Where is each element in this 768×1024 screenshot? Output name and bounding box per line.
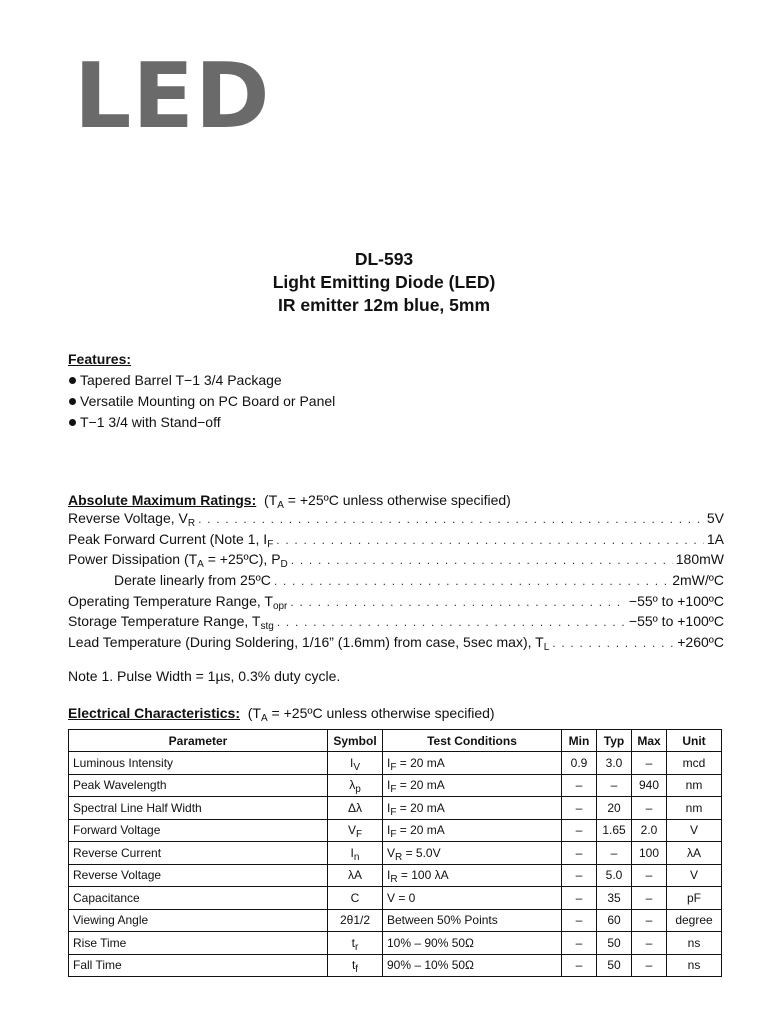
feature-item: T−1 3/4 with Stand−off: [68, 412, 335, 433]
rating-label-text: Lead Temperature (During Soldering, 1/16” (1.6mm) from case, 5sec max), T: [68, 634, 544, 651]
symbol-cell: [328, 887, 383, 910]
rating-label-sub: stg: [260, 621, 274, 633]
table-row: [69, 932, 722, 955]
test-conditions-cell: [383, 932, 562, 955]
parameter-cell: Peak Wavelength: [69, 774, 328, 797]
column-header: Symbol: [328, 730, 383, 752]
max-cell: –: [632, 932, 667, 955]
table-row: [69, 864, 722, 887]
unit-cell: degree: [667, 909, 722, 932]
parameter-cell: Capacitance: [69, 887, 328, 910]
condition-text: = 20 mA: [396, 800, 445, 815]
min-cell: –: [562, 774, 597, 797]
bullet-icon: [69, 398, 76, 405]
dot-leader: [274, 574, 669, 588]
typ-cell: 35: [597, 887, 632, 910]
rating-label: [68, 634, 550, 654]
max-cell: –: [632, 909, 667, 932]
rating-label-sub: D: [280, 559, 288, 571]
table-body: [69, 752, 722, 977]
rating-row: [68, 572, 724, 593]
condition-text: I: [387, 755, 391, 770]
rating-label-text: = +25ºC), P: [203, 551, 281, 568]
column-header: Unit: [667, 730, 722, 752]
min-cell: 0.9: [562, 752, 597, 775]
condition-text: = 20 mA: [396, 823, 445, 838]
symbol-sub: n: [353, 851, 360, 863]
symbol-text: C: [350, 890, 360, 905]
parameter-cell: Reverse Current: [69, 842, 328, 865]
rating-row: [68, 613, 724, 634]
rating-label: [68, 510, 196, 529]
min-cell: –: [562, 842, 597, 865]
column-header: Typ: [597, 730, 632, 752]
test-conditions-cell: [383, 797, 562, 820]
table-row: [69, 752, 722, 775]
test-conditions-cell: [383, 819, 562, 842]
product-name: Light Emitting Diode (LED): [272, 272, 496, 292]
unit-cell: ns: [667, 932, 722, 955]
product-description: IR emitter 12m blue, 5mm: [277, 295, 491, 315]
dot-leader: [198, 512, 704, 526]
symbol-cell: [328, 954, 383, 977]
condition-text: = 20 mA: [396, 778, 445, 793]
rating-label: [68, 592, 288, 612]
unit-cell: λA: [667, 842, 722, 865]
rating-value: 1A: [706, 530, 724, 547]
rating-label-text: Storage Temperature Range, T: [68, 613, 261, 630]
parameter-cell: Fall Time: [69, 954, 328, 977]
feature-item: Versatile Mounting on PC Board or Panel: [68, 391, 335, 412]
condition-sub: F: [390, 829, 397, 841]
title-block: [0, 248, 768, 317]
typ-cell: 3.0: [597, 752, 632, 775]
max-cell: 2.0: [632, 819, 667, 842]
parameter-cell: Forward Voltage: [69, 819, 328, 842]
bullet-icon: [69, 419, 76, 426]
symbol-text: t: [351, 958, 356, 973]
table-row: [69, 909, 722, 932]
rating-value: 180mW: [675, 551, 724, 568]
max-cell: –: [632, 752, 667, 775]
symbol-cell: [328, 932, 383, 955]
max-cell: –: [632, 954, 667, 977]
rating-label: [68, 572, 271, 588]
max-cell: –: [632, 864, 667, 887]
test-conditions-cell: [383, 887, 562, 910]
symbol-text: I: [349, 755, 354, 770]
min-cell: –: [562, 932, 597, 955]
table-row: [69, 797, 722, 820]
unit-cell: nm: [667, 797, 722, 820]
typ-cell: 1.65: [597, 819, 632, 842]
condition-sub: F: [390, 761, 397, 773]
rating-value: +260ºC: [677, 634, 724, 651]
rating-row: [68, 634, 724, 655]
typ-cell: 50: [597, 932, 632, 955]
symbol-text: I: [350, 845, 354, 860]
symbol-sub: F: [355, 829, 363, 841]
rating-row: [68, 510, 724, 531]
rating-label-sub: F: [267, 538, 274, 550]
ec-title: Electrical Characteristics: ($T_A$ = +25ºC unless otherwise specified): [68, 705, 495, 724]
condition-text: = 20 mA: [396, 755, 445, 770]
part-number: DL-593: [354, 249, 414, 269]
symbol-cell: [328, 864, 383, 887]
rating-label-text: Operating Temperature Range, T: [68, 592, 273, 609]
rating-label: [68, 551, 288, 571]
symbol-text: V: [347, 823, 356, 838]
typ-cell: 5.0: [597, 864, 632, 887]
rating-label-sub: R: [187, 518, 196, 529]
dot-leader: [290, 595, 626, 609]
symbol-cell: [328, 909, 383, 932]
symbol-text: t: [351, 935, 355, 950]
rating-label-text: Power Dissipation (T: [68, 551, 198, 568]
features-section: [68, 350, 335, 433]
dot-leader: [291, 553, 673, 567]
unit-cell: pF: [667, 887, 722, 910]
symbol-text: 2θ1/2: [339, 913, 371, 928]
rating-label-sub: L: [543, 642, 550, 654]
typ-cell: –: [597, 774, 632, 797]
condition-text: = 5.0V: [402, 845, 441, 860]
condition-text: I: [387, 868, 391, 883]
bullet-icon: [69, 377, 76, 384]
amr-title: Absolute Maximum Ratings: ($T_A$ = +25ºC unless otherwise specified): [68, 492, 511, 511]
min-cell: –: [562, 819, 597, 842]
led-logo: LED: [74, 44, 271, 149]
max-cell: 940: [632, 774, 667, 797]
rating-value: −55º to +100ºC: [628, 613, 724, 630]
rating-value: −55º to +100ºC: [628, 592, 724, 609]
symbol-cell: [328, 774, 383, 797]
symbol-text: λ: [349, 778, 356, 793]
min-cell: –: [562, 954, 597, 977]
parameter-cell: Spectral Line Half Width: [69, 797, 328, 820]
condition-text: I: [387, 778, 391, 793]
symbol-cell: [328, 842, 383, 865]
parameter-cell: Luminous Intensity: [69, 752, 328, 775]
table-row: [69, 774, 722, 797]
max-cell: –: [632, 797, 667, 820]
feature-item: Tapered Barrel T−1 3/4 Package: [68, 370, 335, 391]
rating-label-sub: A: [197, 559, 204, 571]
column-header: Test Conditions: [383, 730, 562, 752]
table-row: [69, 842, 722, 865]
unit-cell: nm: [667, 774, 722, 797]
test-conditions-cell: [383, 864, 562, 887]
unit-cell: ns: [667, 954, 722, 977]
condition-text: = 100 λA: [397, 868, 449, 883]
rating-value: 5V: [706, 510, 724, 526]
table-row: [69, 887, 722, 910]
column-header: Min: [562, 730, 597, 752]
symbol-sub: p: [355, 784, 361, 796]
rating-value: 2mW/ºC: [672, 572, 724, 589]
condition-sub: F: [390, 806, 397, 818]
test-conditions-cell: [383, 954, 562, 977]
typ-cell: 20: [597, 797, 632, 820]
condition-text: 90% – 10% 50Ω: [387, 958, 475, 973]
condition-text: Between 50% Points: [387, 913, 498, 928]
max-cell: –: [632, 887, 667, 910]
unit-cell: mcd: [667, 752, 722, 775]
parameter-cell: Reverse Voltage: [69, 864, 328, 887]
amr-rows: [68, 510, 724, 655]
symbol-cell: [328, 797, 383, 820]
test-conditions-cell: [383, 752, 562, 775]
typ-cell: 60: [597, 909, 632, 932]
parameter-cell: Viewing Angle: [69, 909, 328, 932]
column-header: Max: [632, 730, 667, 752]
min-cell: –: [562, 887, 597, 910]
condition-text: I: [387, 823, 391, 838]
typ-cell: –: [597, 842, 632, 865]
unit-cell: V: [667, 819, 722, 842]
rating-label-text: Derate linearly from 25ºC: [114, 572, 271, 589]
parameter-cell: Rise Time: [69, 932, 328, 955]
min-cell: –: [562, 909, 597, 932]
dot-leader: [276, 533, 704, 547]
typ-cell: 50: [597, 954, 632, 977]
electrical-characteristics-table: [68, 729, 722, 977]
min-cell: –: [562, 797, 597, 820]
table-row: [69, 954, 722, 977]
rating-label-sub: opr: [272, 600, 288, 612]
test-conditions-cell: [383, 909, 562, 932]
symbol-cell: [328, 819, 383, 842]
rating-row: [68, 531, 724, 552]
rating-label-text: Peak Forward Current (Note 1, I: [68, 530, 268, 547]
dot-leader: [552, 636, 674, 650]
symbol-sub: r: [355, 941, 359, 953]
symbol-sub: V: [353, 761, 360, 773]
symbol-text: λA: [347, 868, 362, 883]
test-conditions-cell: [383, 842, 562, 865]
absolute-maximum-ratings: [68, 490, 724, 655]
max-cell: 100: [632, 842, 667, 865]
test-conditions-cell: [383, 774, 562, 797]
condition-text: V: [387, 845, 396, 860]
amr-heading: Absolute Maximum Ratings:: [68, 492, 257, 508]
condition-text: I: [387, 800, 391, 815]
symbol-text: Δλ: [347, 800, 362, 815]
column-header: Parameter: [69, 730, 328, 752]
dot-leader: [277, 615, 626, 629]
features-heading: Features:: [68, 351, 132, 367]
min-cell: –: [562, 864, 597, 887]
condition-text: 10% – 90% 50Ω: [387, 935, 475, 950]
symbol-sub: f: [355, 964, 359, 976]
table-row: [69, 819, 722, 842]
rating-label: [68, 530, 274, 550]
condition-sub: F: [390, 784, 397, 796]
condition-sub: R: [395, 851, 403, 863]
rating-label: [68, 613, 274, 633]
symbol-cell: [328, 752, 383, 775]
rating-label-text: Reverse Voltage, V: [68, 510, 188, 526]
unit-cell: V: [667, 864, 722, 887]
table-header-row: [69, 730, 722, 752]
rating-row: [68, 551, 724, 572]
note: Note 1. Pulse Width = 1µs, 0.3% duty cycle.: [68, 668, 341, 684]
condition-text: V = 0: [387, 890, 416, 905]
ec-heading: Electrical Characteristics:: [68, 705, 240, 721]
rating-row: [68, 593, 724, 614]
condition-sub: R: [390, 874, 398, 886]
